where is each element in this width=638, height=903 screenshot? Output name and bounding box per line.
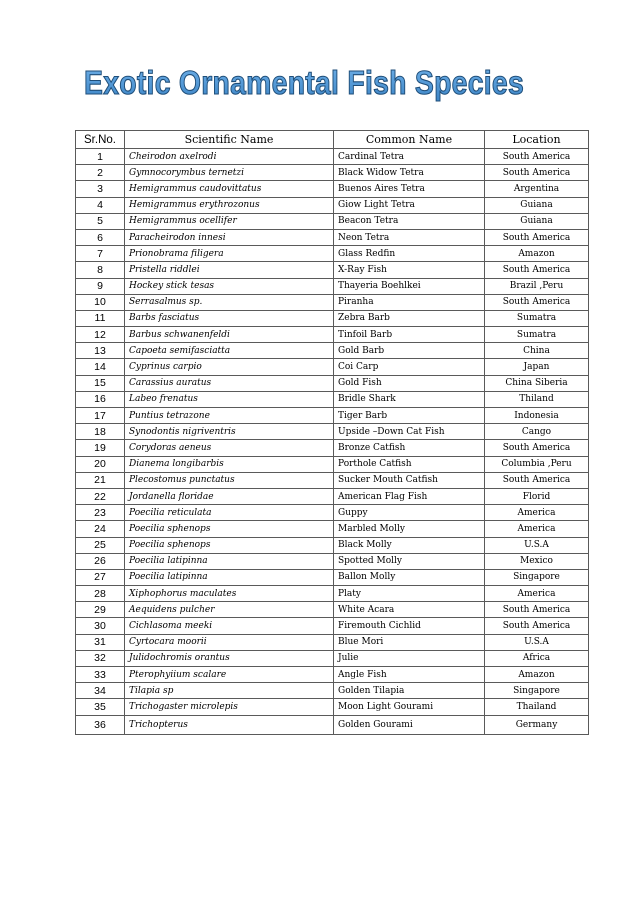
cell-common-name: Sucker Mouth Catfish bbox=[334, 472, 485, 488]
cell-scientific-name: Poecilia latipinna bbox=[125, 569, 334, 585]
cell-sr-no: 4 bbox=[76, 197, 125, 213]
fish-species-table bbox=[75, 130, 589, 735]
cell-location: South America bbox=[485, 294, 589, 310]
cell-scientific-name: Gymnocorymbus ternetzi bbox=[125, 165, 334, 181]
table-row bbox=[76, 294, 589, 310]
cell-scientific-name: Carassius auratus bbox=[125, 375, 334, 391]
cell-location: South America bbox=[485, 165, 589, 181]
cell-common-name: Ballon Molly bbox=[334, 569, 485, 585]
cell-location: America bbox=[485, 586, 589, 602]
cell-common-name: Piranha bbox=[334, 294, 485, 310]
cell-scientific-name: Serrasalmus sp. bbox=[125, 294, 334, 310]
document-title-graphic bbox=[84, 60, 564, 104]
cell-common-name: Thayeria Boehlkei bbox=[334, 278, 485, 294]
cell-sr-no: 7 bbox=[76, 246, 125, 262]
cell-location: America bbox=[485, 521, 589, 537]
cell-sr-no: 12 bbox=[76, 327, 125, 343]
table-row bbox=[76, 683, 589, 699]
cell-sr-no: 10 bbox=[76, 294, 125, 310]
cell-scientific-name: Pristella riddlei bbox=[125, 262, 334, 278]
table-row bbox=[76, 424, 589, 440]
cell-sr-no: 6 bbox=[76, 229, 125, 245]
cell-location: Thiland bbox=[485, 391, 589, 407]
cell-common-name: Tinfoil Barb bbox=[334, 327, 485, 343]
cell-sr-no: 13 bbox=[76, 343, 125, 359]
cell-common-name: Marbled Molly bbox=[334, 521, 485, 537]
cell-location: China bbox=[485, 343, 589, 359]
table-row bbox=[76, 505, 589, 521]
cell-sr-no: 27 bbox=[76, 569, 125, 585]
cell-common-name: Bridle Shark bbox=[334, 391, 485, 407]
table-row bbox=[76, 521, 589, 537]
cell-scientific-name: Tilapia sp bbox=[125, 683, 334, 699]
cell-scientific-name: Cheirodon axelrodi bbox=[125, 149, 334, 165]
cell-location: Indonesia bbox=[485, 408, 589, 424]
cell-scientific-name: Poecilia reticulata bbox=[125, 505, 334, 521]
cell-sr-no: 20 bbox=[76, 456, 125, 472]
cell-sr-no: 15 bbox=[76, 375, 125, 391]
cell-scientific-name: Plecostomus punctatus bbox=[125, 472, 334, 488]
cell-common-name: Neon Tetra bbox=[334, 229, 485, 245]
table-row bbox=[76, 229, 589, 245]
cell-scientific-name: Dianema longibarbis bbox=[125, 456, 334, 472]
cell-scientific-name: Aequidens pulcher bbox=[125, 602, 334, 618]
cell-location: Columbia ,Peru bbox=[485, 456, 589, 472]
table-row bbox=[76, 456, 589, 472]
table-row bbox=[76, 569, 589, 585]
cell-location: Amazon bbox=[485, 667, 589, 683]
cell-common-name: Porthole Catfish bbox=[334, 456, 485, 472]
header-location: Location bbox=[485, 131, 589, 149]
cell-scientific-name: Hemigrammus caudovittatus bbox=[125, 181, 334, 197]
cell-scientific-name: Hemigrammus ocellifer bbox=[125, 213, 334, 229]
cell-scientific-name: Hemigrammus erythrozonus bbox=[125, 197, 334, 213]
cell-scientific-name: Jordanella floridae bbox=[125, 488, 334, 504]
cell-location: America bbox=[485, 505, 589, 521]
cell-common-name: Platy bbox=[334, 586, 485, 602]
cell-scientific-name: Paracheirodon innesi bbox=[125, 229, 334, 245]
cell-sr-no: 36 bbox=[76, 715, 125, 734]
cell-scientific-name: Xiphophorus maculates bbox=[125, 586, 334, 602]
table-row bbox=[76, 586, 589, 602]
cell-location: Sumatra bbox=[485, 310, 589, 326]
header-sr-no: Sr.No. bbox=[76, 131, 125, 149]
table-row bbox=[76, 262, 589, 278]
table-row bbox=[76, 359, 589, 375]
table-row bbox=[76, 327, 589, 343]
cell-sr-no: 14 bbox=[76, 359, 125, 375]
cell-sr-no: 21 bbox=[76, 472, 125, 488]
cell-sr-no: 1 bbox=[76, 149, 125, 165]
cell-common-name: Black Widow Tetra bbox=[334, 165, 485, 181]
cell-sr-no: 26 bbox=[76, 553, 125, 569]
cell-scientific-name: Prionobrama filigera bbox=[125, 246, 334, 262]
cell-common-name: Spotted Molly bbox=[334, 553, 485, 569]
page-title: Exotic Ornamental Fish Species bbox=[84, 64, 524, 101]
cell-location: Singapore bbox=[485, 569, 589, 585]
cell-location: Brazil ,Peru bbox=[485, 278, 589, 294]
cell-common-name: Tiger Barb bbox=[334, 408, 485, 424]
cell-common-name: Upside –Down Cat Fish bbox=[334, 424, 485, 440]
table-row bbox=[76, 149, 589, 165]
table-row bbox=[76, 488, 589, 504]
cell-location: Japan bbox=[485, 359, 589, 375]
table-row bbox=[76, 343, 589, 359]
table-row bbox=[76, 618, 589, 634]
cell-common-name: Glass Redfin bbox=[334, 246, 485, 262]
cell-common-name: Gold Fish bbox=[334, 375, 485, 391]
cell-common-name: White Acara bbox=[334, 602, 485, 618]
cell-scientific-name: Barbus schwanenfeldi bbox=[125, 327, 334, 343]
cell-location: South America bbox=[485, 149, 589, 165]
cell-location: China Siberia bbox=[485, 375, 589, 391]
cell-sr-no: 22 bbox=[76, 488, 125, 504]
table-row bbox=[76, 634, 589, 650]
cell-sr-no: 17 bbox=[76, 408, 125, 424]
cell-sr-no: 5 bbox=[76, 213, 125, 229]
cell-location: South America bbox=[485, 229, 589, 245]
cell-sr-no: 33 bbox=[76, 667, 125, 683]
table-row bbox=[76, 197, 589, 213]
cell-sr-no: 35 bbox=[76, 699, 125, 715]
cell-sr-no: 31 bbox=[76, 634, 125, 650]
cell-sr-no: 3 bbox=[76, 181, 125, 197]
cell-location: Cango bbox=[485, 424, 589, 440]
cell-scientific-name: Hockey stick tesas bbox=[125, 278, 334, 294]
cell-sr-no: 29 bbox=[76, 602, 125, 618]
cell-location: South America bbox=[485, 602, 589, 618]
table-row bbox=[76, 278, 589, 294]
cell-common-name: Julie bbox=[334, 650, 485, 666]
cell-common-name: Golden Tilapia bbox=[334, 683, 485, 699]
cell-common-name: Buenos Aires Tetra bbox=[334, 181, 485, 197]
cell-scientific-name: Poecilia sphenops bbox=[125, 537, 334, 553]
cell-scientific-name: Pterophyiium scalare bbox=[125, 667, 334, 683]
cell-sr-no: 34 bbox=[76, 683, 125, 699]
document-title bbox=[84, 60, 564, 104]
cell-location: Sumatra bbox=[485, 327, 589, 343]
cell-sr-no: 9 bbox=[76, 278, 125, 294]
table-row bbox=[76, 310, 589, 326]
cell-sr-no: 16 bbox=[76, 391, 125, 407]
cell-scientific-name: Synodontis nigriventris bbox=[125, 424, 334, 440]
cell-common-name: Angle Fish bbox=[334, 667, 485, 683]
cell-sr-no: 24 bbox=[76, 521, 125, 537]
cell-sr-no: 25 bbox=[76, 537, 125, 553]
table-header-row bbox=[76, 131, 589, 149]
cell-common-name: X-Ray Fish bbox=[334, 262, 485, 278]
cell-common-name: American Flag Fish bbox=[334, 488, 485, 504]
cell-location: Germany bbox=[485, 715, 589, 734]
cell-common-name: Moon Light Gourami bbox=[334, 699, 485, 715]
cell-sr-no: 19 bbox=[76, 440, 125, 456]
table-row bbox=[76, 213, 589, 229]
table-row bbox=[76, 715, 589, 734]
cell-sr-no: 11 bbox=[76, 310, 125, 326]
cell-location: Mexico bbox=[485, 553, 589, 569]
cell-location: Guiana bbox=[485, 197, 589, 213]
cell-common-name: Guppy bbox=[334, 505, 485, 521]
table-row bbox=[76, 602, 589, 618]
header-common-name: Common Name bbox=[334, 131, 485, 149]
cell-common-name: Gold Barb bbox=[334, 343, 485, 359]
cell-sr-no: 32 bbox=[76, 650, 125, 666]
cell-common-name: Blue Mori bbox=[334, 634, 485, 650]
table-row bbox=[76, 246, 589, 262]
cell-location: Guiana bbox=[485, 213, 589, 229]
cell-location: U.S.A bbox=[485, 537, 589, 553]
cell-common-name: Beacon Tetra bbox=[334, 213, 485, 229]
table-row bbox=[76, 181, 589, 197]
table-row bbox=[76, 391, 589, 407]
cell-sr-no: 2 bbox=[76, 165, 125, 181]
cell-location: Singapore bbox=[485, 683, 589, 699]
table-row bbox=[76, 408, 589, 424]
cell-location: South America bbox=[485, 472, 589, 488]
cell-common-name: Firemouth Cichlid bbox=[334, 618, 485, 634]
table-row bbox=[76, 472, 589, 488]
cell-sr-no: 23 bbox=[76, 505, 125, 521]
table-row bbox=[76, 553, 589, 569]
cell-sr-no: 30 bbox=[76, 618, 125, 634]
cell-common-name: Coi Carp bbox=[334, 359, 485, 375]
cell-sr-no: 8 bbox=[76, 262, 125, 278]
cell-scientific-name: Julidochromis orantus bbox=[125, 650, 334, 666]
cell-scientific-name: Labeo frenatus bbox=[125, 391, 334, 407]
cell-scientific-name: Corydoras aeneus bbox=[125, 440, 334, 456]
header-scientific-name: Scientific Name bbox=[125, 131, 334, 149]
cell-location: U.S.A bbox=[485, 634, 589, 650]
cell-scientific-name: Capoeta semifasciatta bbox=[125, 343, 334, 359]
cell-common-name: Cardinal Tetra bbox=[334, 149, 485, 165]
cell-scientific-name: Trichogaster microlepis bbox=[125, 699, 334, 715]
cell-common-name: Zebra Barb bbox=[334, 310, 485, 326]
table-row bbox=[76, 650, 589, 666]
cell-location: South America bbox=[485, 262, 589, 278]
cell-common-name: Black Molly bbox=[334, 537, 485, 553]
table-row bbox=[76, 667, 589, 683]
table-row bbox=[76, 165, 589, 181]
cell-scientific-name: Trichopterus bbox=[125, 715, 334, 734]
cell-location: Africa bbox=[485, 650, 589, 666]
cell-location: South America bbox=[485, 618, 589, 634]
cell-common-name: Bronze Catfish bbox=[334, 440, 485, 456]
cell-common-name: Golden Gourami bbox=[334, 715, 485, 734]
cell-sr-no: 28 bbox=[76, 586, 125, 602]
cell-location: Amazon bbox=[485, 246, 589, 262]
cell-location: South America bbox=[485, 440, 589, 456]
table-row bbox=[76, 440, 589, 456]
table-row bbox=[76, 375, 589, 391]
table-row bbox=[76, 699, 589, 715]
cell-location: Thailand bbox=[485, 699, 589, 715]
cell-scientific-name: Cyprinus carpio bbox=[125, 359, 334, 375]
table-row bbox=[76, 537, 589, 553]
cell-scientific-name: Cyrtocara moorii bbox=[125, 634, 334, 650]
cell-scientific-name: Barbs fasciatus bbox=[125, 310, 334, 326]
cell-sr-no: 18 bbox=[76, 424, 125, 440]
cell-location: Argentina bbox=[485, 181, 589, 197]
cell-scientific-name: Poecilia latipinna bbox=[125, 553, 334, 569]
cell-location: Florid bbox=[485, 488, 589, 504]
cell-scientific-name: Cichlasoma meeki bbox=[125, 618, 334, 634]
cell-common-name: Giow Light Tetra bbox=[334, 197, 485, 213]
cell-scientific-name: Poecilia sphenops bbox=[125, 521, 334, 537]
cell-scientific-name: Puntius tetrazone bbox=[125, 408, 334, 424]
